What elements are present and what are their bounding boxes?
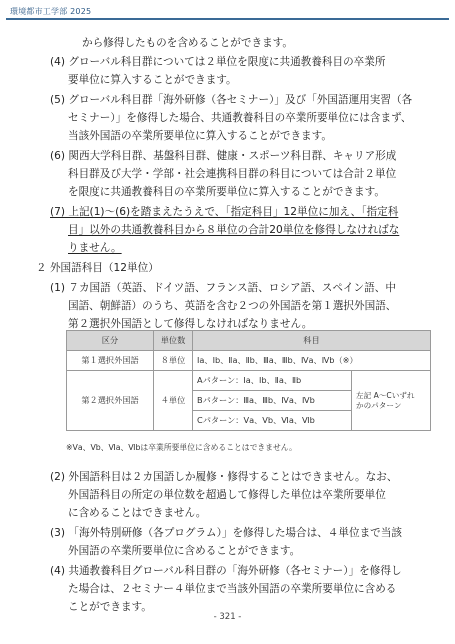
table-header-cell: 単位数 [154, 331, 193, 351]
text-line: 目」以外の共通教養科目から８単位の合計20単位を修得しなければな [68, 224, 400, 236]
text-line: (1) ７カ国語（英語、ドイツ語、フランス語、ロシア語、スペイン語、中 [50, 282, 396, 294]
note-line: かのパターン [356, 400, 402, 410]
text-line: 外国語科目の所定の単位数を超過して修得した単位は卒業所要単位 [68, 489, 386, 501]
text-line: た場合は、２セミナー４単位まで当該外国語の卒業所要単位に含める [68, 583, 397, 595]
header-title: 環境都市工学部 2025 [10, 7, 92, 16]
text-line: (2) 外国語科目は２カ国語しか履修・修得することはできません。なお、 [50, 471, 398, 483]
table-header-cell: 科目 [193, 331, 431, 351]
table-cell-units: ４単位 [154, 371, 193, 431]
text-line: 外国語の卒業所要単位に含めることができます。 [68, 545, 301, 557]
text-line: (6) 関西大学科目群、基盤科目群、健康・スポーツ科目群、キャリア形成 [50, 150, 397, 162]
text-line: 科目群及び大学・学部・社会連携科目群の科目については合計２単位 [68, 168, 397, 180]
text-line: ことができます。 [68, 601, 152, 613]
table-cell-pattern: Bパターン：Ⅲa、Ⅲb、Ⅳa、Ⅳb [193, 391, 352, 411]
text-line: りません。 [68, 242, 122, 254]
text-line: (4) グローバル科目群については２単位を限度に共通教養科目の卒業所 [50, 56, 386, 68]
table-row [67, 351, 431, 371]
table-cell-subjects: Ⅰa、Ⅰb、Ⅱa、Ⅱb、Ⅲa、Ⅲb、Ⅳa、Ⅳb（※） [193, 351, 431, 371]
text-line: セミナー）」を修得した場合、共通教養科目の卒業所要単位には含まず、 [68, 112, 412, 124]
table-cell-units: ８単位 [154, 351, 193, 371]
table-cell-category: 第１選択外国語 [67, 351, 154, 371]
note-line: 左記 A〜Cいずれ [356, 390, 415, 400]
text-line: 国語、朝鮮語）のうち、英語を含む２つの外国語を第１選択外国語、 [68, 300, 397, 312]
text-line: 当該外国語の卒業所要単位に算入することができます。 [68, 130, 332, 142]
table-header-row [67, 331, 431, 351]
text-line: (3) 「海外特別研修（各プログラム）」を修得した場合は、４単位まで当該 [50, 527, 402, 539]
table-cell-note [352, 371, 431, 431]
text-line: (5) グローバル科目群「海外研修（各セミナー）」及び「外国語運用実習（各 [50, 94, 413, 106]
table-cell-category: 第２選択外国語 [67, 371, 154, 431]
language-requirement-table [66, 330, 431, 431]
text-line: に含めることはできません。 [68, 507, 207, 519]
table-footnote: ※Ⅴa、Ⅴb、Ⅵa、Ⅵbは卒業所要単位に含めることはできません。 [66, 443, 297, 452]
text-line: 第２選択外国語として修得しなければなりません。 [68, 318, 313, 330]
text-line: (4) 共通教養科目グローバル科目群の「海外研修（各セミナー）」を修得し [50, 565, 402, 577]
page-number: - 321 - [213, 612, 242, 622]
section-heading: ２ 外国語科目（12単位） [36, 262, 159, 274]
text-line: (7) 上記(1)〜(6)を踏まえたうえで、「指定科目」12単位に加え、「指定科 [50, 206, 399, 218]
table-row [67, 371, 431, 391]
table-header-cell: 区分 [67, 331, 154, 351]
text-line: 要単位に算入することができます。 [68, 74, 237, 86]
text-line: から修得したものを含めることができます。 [82, 37, 294, 49]
text-line: を限度に共通教養科目の卒業所要単位に算入することができます。 [68, 186, 385, 198]
table-cell-pattern: Aパターン：Ⅰa、Ⅰb、Ⅱa、Ⅱb [193, 371, 352, 391]
table-cell-pattern: Cパターン：Ⅴa、Ⅴb、Ⅵa、Ⅵb [193, 411, 352, 431]
